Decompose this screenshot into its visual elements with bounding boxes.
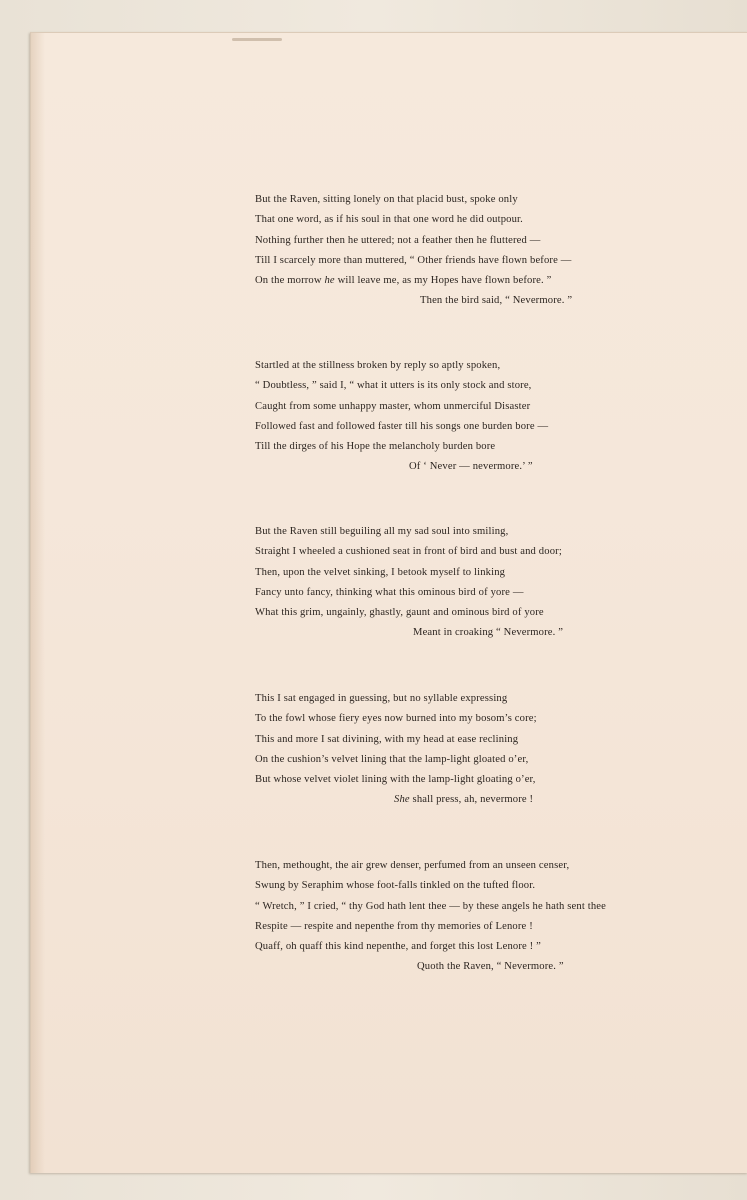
stanza-4 — [255, 689, 655, 811]
verse-line: Followed fast and followed faster till his songs one burden bore — — [255, 420, 549, 432]
stanza-1 — [255, 190, 655, 312]
verse-line: But the Raven, sitting lonely on that placid bust, spoke only — [255, 194, 518, 205]
verse-line — [255, 271, 655, 291]
verse-text: On the morrow — [255, 275, 325, 287]
verse-line: Then, methought, the air grew denser, perfumed from an unseen censer, — [255, 860, 570, 871]
verse-line: Caught from some unhappy master, whom unmerciful Disaster — [255, 400, 531, 412]
refrain-line: Then the bird said, “ Nevermore. ” — [420, 295, 573, 307]
verse-line: This I sat engaged in guessing, but no syllable expressing — [255, 693, 508, 704]
verse-line: To the fowl whose fiery eyes now burned into my bosom’s core; — [255, 713, 537, 725]
verse-line: “ Doubtless, ” said I, “ what it utters is its only stock and store, — [255, 380, 532, 392]
verse-line: But whose velvet violet lining with the lamp-light gloating o’er, — [255, 774, 536, 786]
verse-line: Nothing further then he uttered; not a feather then he fluttered — — [255, 234, 541, 246]
verse-line: On the cushion’s velvet lining that the lamp-light gloated o’er, — [255, 753, 529, 765]
verse-line: Straight I wheeled a cushioned seat in front of bird and bust and door; — [255, 546, 562, 558]
verse-line: Fancy unto fancy, thinking what this ominous bird of yore — — [255, 586, 524, 598]
verse-line: “ Wretch, ” I cried, “ thy God hath lent thee — by these angels he hath sent thee — [255, 900, 606, 912]
verse-line: That one word, as if his soul in that one word he did outpour. — [255, 214, 523, 226]
stanza-5 — [255, 856, 655, 978]
verse-line: What this grim, ungainly, ghastly, gaunt and ominous bird of yore — [255, 607, 544, 619]
verse-line: But the Raven still beguiling all my sad soul into smiling, — [255, 526, 509, 537]
stanza-3 — [255, 522, 655, 644]
verse-line: Swung by Seraphim whose foot-falls tinkled on the tufted floor. — [255, 880, 536, 892]
verse-line: Till I scarcely more than muttered, “ Other friends have flown before — — [255, 254, 572, 266]
verse-line: Respite — respite and nepenthe from thy memories of Lenore ! — [255, 920, 533, 932]
verse-line: Till the dirges of his Hope the melancholy burden bore — [255, 441, 496, 453]
verse-text: will leave me, as my Hopes have flown before. ” — [334, 275, 552, 287]
refrain-line: Meant in croaking “ Nevermore. ” — [413, 627, 564, 639]
stanza-2 — [255, 356, 655, 478]
verse-line: Quaff, oh quaff this kind nepenthe, and forget this lost Lenore ! ” — [255, 941, 542, 953]
verse-line: Startled at the stillness broken by reply so aptly spoken, — [255, 360, 501, 371]
verse-line: This and more I sat divining, with my head at ease reclining — [255, 733, 519, 745]
refrain-line: Quoth the Raven, “ Nevermore. ” — [417, 961, 564, 973]
verse-text: shall press, ah, nevermore ! — [409, 794, 534, 806]
verse-line: Then, upon the velvet sinking, I betook myself to linking — [255, 566, 506, 578]
torn-edge-mark — [232, 38, 282, 41]
verse-emphasis: She — [394, 794, 410, 806]
verse-emphasis: he — [324, 275, 335, 287]
refrain-line — [255, 790, 655, 810]
refrain-line: Of ‘ Never — nevermore.’ ” — [409, 461, 533, 473]
